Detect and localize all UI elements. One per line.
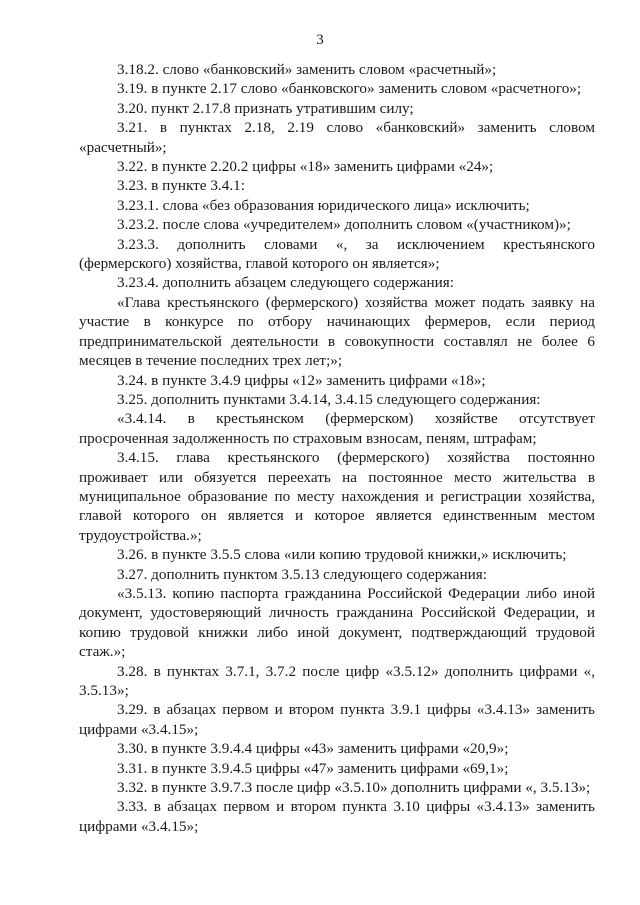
clause-3-22: 3.22. в пункте 2.20.2 цифры «18» заменить цифрами «24»; [117, 158, 494, 176]
quoted-clause-3-4-15: 3.4.15. глава крестьянского (фермерского) хозяйства постоянно проживает или обязуется переехать на постоянное место жительства в муниципальное образование по месту нахождения и регистрации хозяйства, главой которого он является и которое является единственным местом трудоустройства.»; [79, 449, 595, 544]
clause-3-20: 3.20. пункт 2.17.8 признать утратившим силу; [117, 99, 414, 117]
clause-3-29: 3.29. в абзацах первом и втором пункта 3.9.1 цифры «3.4.13» заменить цифрами «3.4.15»; [79, 701, 595, 738]
clause-3-28: 3.28. в пунктах 3.7.1, 3.7.2 после цифр «3.5.12» дополнить цифрами «, 3.5.13»; [79, 662, 595, 699]
quoted-clause-3-4-14: «3.4.14. в крестьянском (фермерском) хозяйстве отсутствует просроченная задолженность по страховым взносам, пеням, штрафам; [79, 410, 595, 447]
page-number: 3 [316, 32, 324, 48]
clause-3-30: 3.30. в пункте 3.9.4.4 цифры «43» заменить цифрами «20,9»; [117, 740, 509, 758]
clause-3-25: 3.25. дополнить пунктами 3.4.14, 3.4.15 следующего содержания: [117, 390, 541, 408]
clause-3-31: 3.31. в пункте 3.9.4.5 цифры «47» заменить цифрами «69,1»; [117, 759, 509, 777]
clause-3-32: 3.32. в пункте 3.9.7.3 после цифр «3.5.10» дополнить цифрами «, 3.5.13»; [117, 779, 591, 797]
quoted-clause-3-5-13: «3.5.13. копию паспорта гражданина Российской Федерации либо иной документ, удостоверяющий личность гражданина Российской Федерации, и копию трудовой книжки либо иной документ, подтверждающий трудовой стаж.»; [79, 584, 595, 661]
clause-3-19: 3.19. в пункте 2.17 слово «банковского» заменить словом «расчетного»; [117, 80, 582, 98]
quoted-paragraph-farm-head: «Глава крестьянского (фермерского) хозяйства может подать заявку на участие в конкурсе по отбору начинающих фермеров, если период предпринимательской деятельности в совокупности составлял не более 6 месяцев в течение последних трех лет;»; [79, 293, 595, 370]
clause-3-23-3: 3.23.3. дополнить словами «, за исключением крестьянского (фермерского) хозяйства, главой которого он является»; [79, 235, 595, 273]
document-body [79, 60, 595, 836]
clause-3-33: 3.33. в абзацах первом и втором пункта 3.10 цифры «3.4.13» заменить цифрами «3.4.15»; [79, 798, 595, 835]
clause-3-21: 3.21. в пунктах 2.18, 2.19 слово «банковский» заменить словом «расчетный»; [79, 119, 595, 156]
clause-3-26: 3.26. в пункте 3.5.5 слова «или копию трудовой книжки,» исключить; [117, 546, 567, 564]
clause-3-23-1: 3.23.1. слова «без образования юридического лица» исключить; [117, 196, 530, 214]
clause-3-27: 3.27. дополнить пунктом 3.5.13 следующего содержания: [117, 565, 488, 583]
clause-3-23-4: 3.23.4. дополнить абзацем следующего содержания: [117, 274, 454, 292]
clause-3-23: 3.23. в пункте 3.4.1: [117, 177, 245, 195]
clause-3-18-2: 3.18.2. слово «банковский» заменить словом «расчетный»; [117, 61, 497, 78]
clause-3-24: 3.24. в пункте 3.4.9 цифры «12» заменить цифрами «18»; [117, 371, 486, 389]
clause-3-23-2: 3.23.2. после слова «учредителем» дополнить словом «(участником)»; [117, 216, 571, 234]
